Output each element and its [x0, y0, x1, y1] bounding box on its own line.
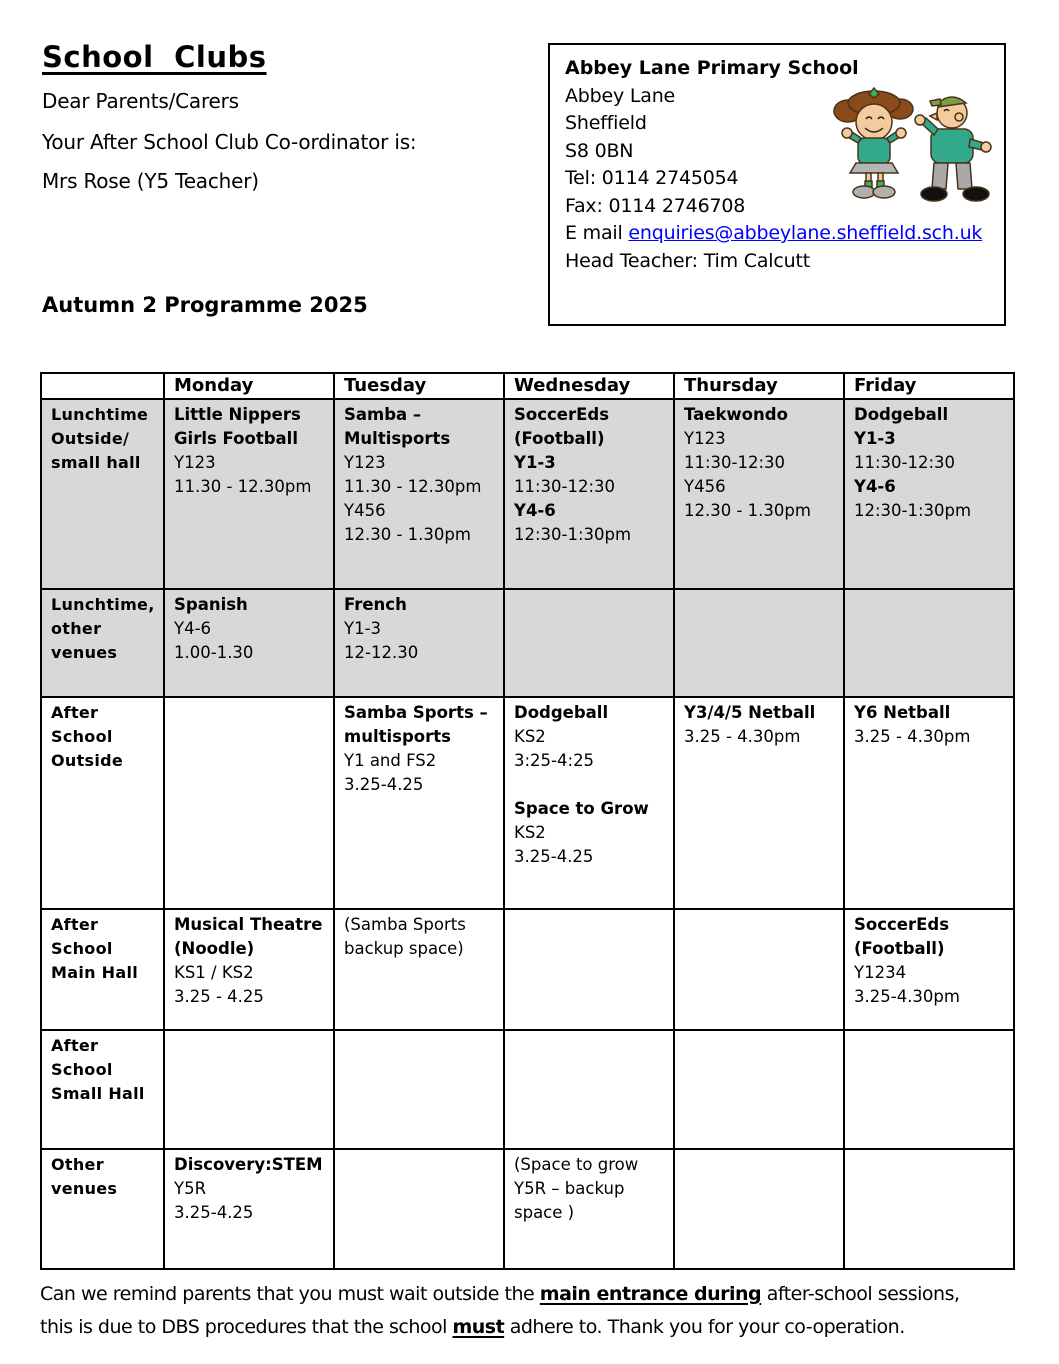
row-header-cell	[41, 909, 164, 1030]
cell-line: Little Nippers	[174, 405, 301, 424]
cell-line: Y1-3	[344, 619, 382, 638]
children-clipart-icon	[828, 77, 994, 205]
day-header-cell	[164, 373, 334, 399]
footer-text: adhere to. Thank you for your co-operation.	[504, 1316, 905, 1338]
day-header-cell	[504, 373, 674, 399]
club-timetable	[40, 372, 1015, 1270]
timetable-cell	[164, 589, 334, 697]
cell-line: Discovery:STEM	[174, 1155, 323, 1174]
day-header-label: Wednesday	[514, 375, 631, 396]
timetable-row	[41, 399, 1014, 589]
cell-line: French	[344, 595, 407, 614]
timetable-cell	[164, 697, 334, 909]
cell-line: After	[51, 1036, 99, 1055]
intro-line: Your After School Club Co-ordinator is:	[42, 130, 417, 154]
cell-line: Y456	[684, 477, 726, 496]
cell-line: 12.30 - 1.30pm	[684, 501, 811, 520]
cell-line: 3.25 - 4.30pm	[684, 727, 801, 746]
cell-line: Y5R	[174, 1179, 207, 1198]
cell-line: Y3/4/5 Netball	[684, 703, 816, 722]
cell-line: 11.30 - 12.30pm	[174, 477, 312, 496]
cell-line: venues	[51, 643, 118, 662]
cell-line: After	[51, 703, 99, 722]
cell-line: Samba –	[344, 405, 422, 424]
cell-line: Y4-6	[514, 501, 556, 520]
timetable-cell	[164, 399, 334, 589]
cell-line	[514, 773, 669, 797]
cell-line: Lunchtime	[51, 405, 149, 424]
intro-line: Dear Parents/Carers	[42, 89, 239, 113]
timetable-cell	[844, 589, 1014, 697]
cell-line: 11:30-12:30	[514, 477, 616, 496]
cell-line: Y1234	[854, 963, 907, 982]
timetable-cell	[334, 909, 504, 1030]
cell-line: School	[51, 727, 113, 746]
timetable-cell	[844, 1149, 1014, 1269]
telephone: Tel: 0114 2745054	[565, 167, 739, 189]
cell-line: 3:25-4:25	[514, 751, 595, 770]
day-header-cell	[844, 373, 1014, 399]
cell-line: (Football)	[854, 939, 945, 958]
cell-line: Y123	[684, 429, 726, 448]
timetable-cell	[504, 399, 674, 589]
row-header-cell	[41, 399, 164, 589]
cell-line: 3.25 - 4.25	[174, 987, 264, 1006]
cell-line: Y123	[344, 453, 386, 472]
timetable-cell	[334, 1030, 504, 1149]
day-header-label: Thursday	[684, 375, 778, 396]
cell-line: Y123	[174, 453, 216, 472]
cell-line: Y456	[344, 501, 386, 520]
cell-line: multisports	[344, 727, 451, 746]
day-header-label: Friday	[854, 375, 917, 396]
timetable-cell	[334, 589, 504, 697]
footer-note	[40, 1278, 1045, 1344]
timetable-cell	[164, 1030, 334, 1149]
timetable-cell	[844, 909, 1014, 1030]
row-header-cell	[41, 1030, 164, 1149]
timetable-row	[41, 697, 1014, 909]
cell-line: 12-12.30	[344, 643, 419, 662]
cell-line: Lunchtime,	[51, 595, 155, 614]
email-label: E mail	[565, 222, 629, 244]
timetable-cell	[504, 697, 674, 909]
timetable-cell	[164, 1149, 334, 1269]
cell-line: 3.25-4.25	[514, 847, 594, 866]
corner-cell	[41, 373, 164, 399]
cell-line: After	[51, 915, 99, 934]
timetable-cell	[164, 909, 334, 1030]
cell-line: Samba Sports –	[344, 703, 488, 722]
timetable-cell	[334, 1149, 504, 1269]
footer-line	[40, 1311, 1045, 1344]
cell-line: Small Hall	[51, 1084, 145, 1103]
cell-line: Y1 and FS2	[344, 751, 437, 770]
page-title: School Clubs	[42, 40, 267, 74]
cell-line: (Noodle)	[174, 939, 255, 958]
row-header-cell	[41, 589, 164, 697]
cell-line: (Football)	[514, 429, 605, 448]
cell-line: 3.25 - 4.30pm	[854, 727, 971, 746]
school-name: Abbey Lane Primary School	[565, 57, 859, 79]
timetable-cell	[504, 909, 674, 1030]
timetable-cell	[674, 697, 844, 909]
footer-emphasis: main entrance during	[539, 1283, 762, 1305]
timetable-cell	[674, 589, 844, 697]
footer-text: Can we remind parents that you must wait outside the	[40, 1283, 540, 1305]
cell-line: 3.25-4.25	[344, 775, 424, 794]
cell-line: 12.30 - 1.30pm	[344, 525, 471, 544]
cell-line: (Space to grow	[514, 1155, 639, 1174]
cell-line: Main Hall	[51, 963, 139, 982]
timetable-row	[41, 1030, 1014, 1149]
cell-line: 12:30-1:30pm	[514, 525, 632, 544]
cell-line: KS1 / KS2	[174, 963, 254, 982]
timetable-cell	[674, 1030, 844, 1149]
cell-line: 11:30-12:30	[854, 453, 956, 472]
cell-line: 11:30-12:30	[684, 453, 786, 472]
timetable-cell	[334, 697, 504, 909]
day-header-label: Tuesday	[344, 375, 427, 396]
cell-line: 12:30-1:30pm	[854, 501, 972, 520]
cell-line: Taekwondo	[684, 405, 788, 424]
timetable-cell	[334, 399, 504, 589]
cell-line: SoccerEds	[854, 915, 950, 934]
intro-line: Mrs Rose (Y5 Teacher)	[42, 169, 259, 193]
cell-line: KS2	[514, 727, 546, 746]
cell-line: 3.25-4.30pm	[854, 987, 960, 1006]
day-header-label: Monday	[174, 375, 254, 396]
cell-line: (Samba Sports	[344, 915, 466, 934]
cell-line: KS2	[514, 823, 546, 842]
cell-line: Y1-3	[854, 429, 896, 448]
programme-title: Autumn 2 Programme 2025	[42, 293, 368, 317]
cell-line: Outside	[51, 751, 124, 770]
timetable-cell	[504, 1149, 674, 1269]
school-info-box	[548, 43, 1006, 326]
timetable-cell	[844, 1030, 1014, 1149]
footer-emphasis: must	[452, 1316, 505, 1338]
cell-line: Spanish	[174, 595, 248, 614]
cell-line: other	[51, 619, 102, 638]
email-link[interactable]: enquiries@abbeylane.sheffield.sch.uk	[628, 222, 983, 244]
day-header-cell	[334, 373, 504, 399]
cell-line: School	[51, 939, 113, 958]
day-header-row	[41, 373, 1014, 399]
fax: Fax: 0114 2746708	[565, 194, 746, 217]
cell-line: Multisports	[344, 429, 451, 448]
timetable-row	[41, 589, 1014, 697]
timetable-cell	[844, 399, 1014, 589]
email-line	[565, 220, 992, 248]
cell-line: Girls Football	[174, 429, 298, 448]
day-header-cell	[674, 373, 844, 399]
cell-line: Y1-3	[514, 453, 556, 472]
cell-line: space )	[514, 1203, 575, 1222]
timetable-cell	[504, 589, 674, 697]
timetable-cell	[504, 1030, 674, 1149]
cell-line: 3.25-4.25	[174, 1203, 254, 1222]
timetable-cell	[674, 399, 844, 589]
address-line: Sheffield	[565, 112, 647, 134]
head-teacher: Head Teacher: Tim Calcutt	[565, 249, 810, 272]
cell-line: School	[51, 1060, 113, 1079]
cell-line: Space to Grow	[514, 799, 649, 818]
postcode: S8 0BN	[565, 139, 634, 162]
cell-line: Other	[51, 1155, 104, 1174]
cell-line: Y4-6	[854, 477, 896, 496]
cell-line: Y5R – backup	[514, 1179, 625, 1198]
cell-line: Y6 Netball	[854, 703, 951, 722]
cell-line: Dodgeball	[514, 703, 609, 722]
timetable-cell	[674, 1149, 844, 1269]
cell-line: Outside/	[51, 429, 130, 448]
cell-line: small hall	[51, 453, 141, 472]
row-header-cell	[41, 697, 164, 909]
footer-line	[40, 1278, 1045, 1311]
timetable-row	[41, 909, 1014, 1030]
cell-line: Dodgeball	[854, 405, 949, 424]
cell-line: 11.30 - 12.30pm	[344, 477, 482, 496]
address-line: Abbey Lane	[565, 84, 676, 107]
footer-text: after-school sessions,	[761, 1283, 960, 1305]
timetable-row	[41, 1149, 1014, 1269]
footer-text: this is due to DBS procedures that the school	[40, 1316, 453, 1338]
cell-line: venues	[51, 1179, 118, 1198]
cell-line: Y4-6	[174, 619, 212, 638]
cell-line: Musical Theatre	[174, 915, 323, 934]
cell-line: SoccerEds	[514, 405, 610, 424]
cell-line: backup space)	[344, 939, 464, 958]
timetable-cell	[844, 697, 1014, 909]
cell-line: 1.00-1.30	[174, 643, 254, 662]
timetable-cell	[674, 909, 844, 1030]
row-header-cell	[41, 1149, 164, 1269]
